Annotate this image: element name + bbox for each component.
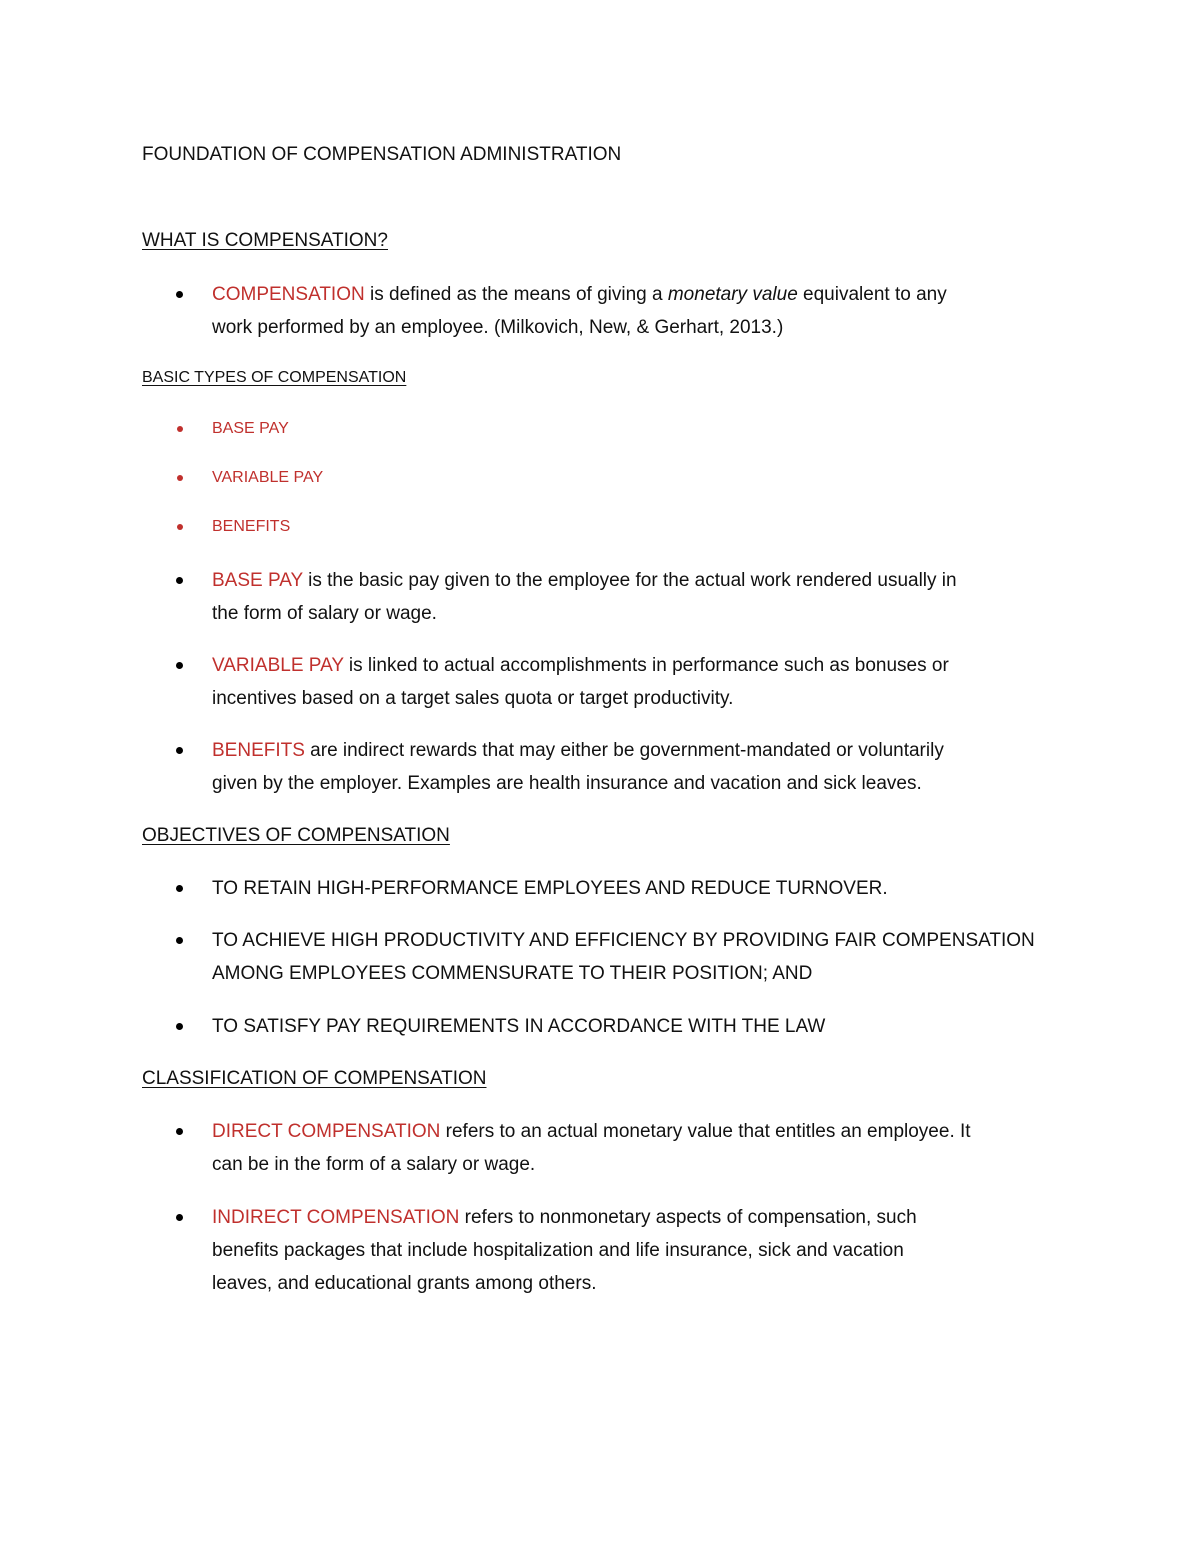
definition-base-pay-line1: BASE PAY is the basic pay given to the employee for the actual work rendered usually in [212, 570, 957, 591]
definition-benefits-line1: BENEFITS are indirect rewards that may either be government-mandated or voluntarily [212, 740, 944, 761]
term-benefits: BENEFITS [212, 740, 305, 761]
emphasis-monetary-value: monetary value [667, 284, 798, 305]
objective-item: TO SATISFY PAY REQUIREMENTS IN ACCORDANCE WITH THE LAW [212, 1016, 826, 1037]
bullet-icon [176, 291, 183, 298]
bullet-icon [177, 426, 183, 432]
section-heading-classification: CLASSIFICATION OF COMPENSATION [142, 1068, 487, 1089]
bullet-icon [177, 475, 183, 481]
bullet-icon [176, 1214, 183, 1221]
definition-variable-pay-line1: VARIABLE PAY is linked to actual accomplishments in performance such as bonuses or [212, 655, 949, 676]
term-variable-pay: VARIABLE PAY [212, 655, 344, 676]
section-heading-what-is: WHAT IS COMPENSATION? [142, 230, 388, 251]
basic-type-item: VARIABLE PAY [212, 469, 324, 486]
term-direct-compensation: DIRECT COMPENSATION [212, 1121, 441, 1142]
bullet-icon [176, 1128, 183, 1135]
classification-indirect-line3: leaves, and educational grants among others. [212, 1273, 597, 1294]
bullet-icon [176, 747, 183, 754]
bullet-icon [176, 885, 183, 892]
objective-item: TO ACHIEVE HIGH PRODUCTIVITY AND EFFICIENCY BY PROVIDING FAIR COMPENSATION [212, 930, 1035, 951]
bullet-icon [176, 1023, 183, 1030]
document-title: FOUNDATION OF COMPENSATION ADMINISTRATION [142, 144, 622, 165]
objective-item: TO RETAIN HIGH-PERFORMANCE EMPLOYEES AND REDUCE TURNOVER. [212, 878, 888, 899]
classification-indirect-line1: INDIRECT COMPENSATION refers to nonmonetary aspects of compensation, such [212, 1207, 917, 1228]
term-compensation: COMPENSATION [212, 284, 365, 305]
bullet-icon [176, 577, 183, 584]
objective-item-line2: AMONG EMPLOYEES COMMENSURATE TO THEIR POSITION; AND [212, 963, 813, 984]
basic-type-item: BENEFITS [212, 518, 291, 535]
bullet-icon [176, 662, 183, 669]
term-base-pay: BASE PAY [212, 570, 303, 591]
classification-direct-line2: can be in the form of a salary or wage. [212, 1154, 536, 1175]
definition-variable-pay-line2: incentives based on a target sales quota or target productivity. [212, 688, 734, 709]
bullet-icon [176, 937, 183, 944]
compensation-definition-line1: COMPENSATION is defined as the means of giving a monetary value equivalent to any [212, 284, 947, 305]
section-heading-objectives: OBJECTIVES OF COMPENSATION [142, 825, 450, 846]
term-indirect-compensation: INDIRECT COMPENSATION [212, 1207, 460, 1228]
definition-benefits-line2: given by the employer. Examples are health insurance and vacation and sick leaves. [212, 773, 922, 794]
compensation-definition-line2: work performed by an employee. (Milkovich, New, & Gerhart, 2013.) [212, 317, 784, 338]
classification-direct-line1: DIRECT COMPENSATION refers to an actual monetary value that entitles an employee. It [212, 1121, 971, 1142]
section-heading-basic-types: BASIC TYPES OF COMPENSATION [142, 369, 407, 386]
definition-base-pay-line2: the form of salary or wage. [212, 603, 437, 624]
classification-indirect-line2: benefits packages that include hospitalization and life insurance, sick and vacation [212, 1240, 904, 1261]
basic-type-item: BASE PAY [212, 420, 289, 437]
bullet-icon [177, 524, 183, 530]
